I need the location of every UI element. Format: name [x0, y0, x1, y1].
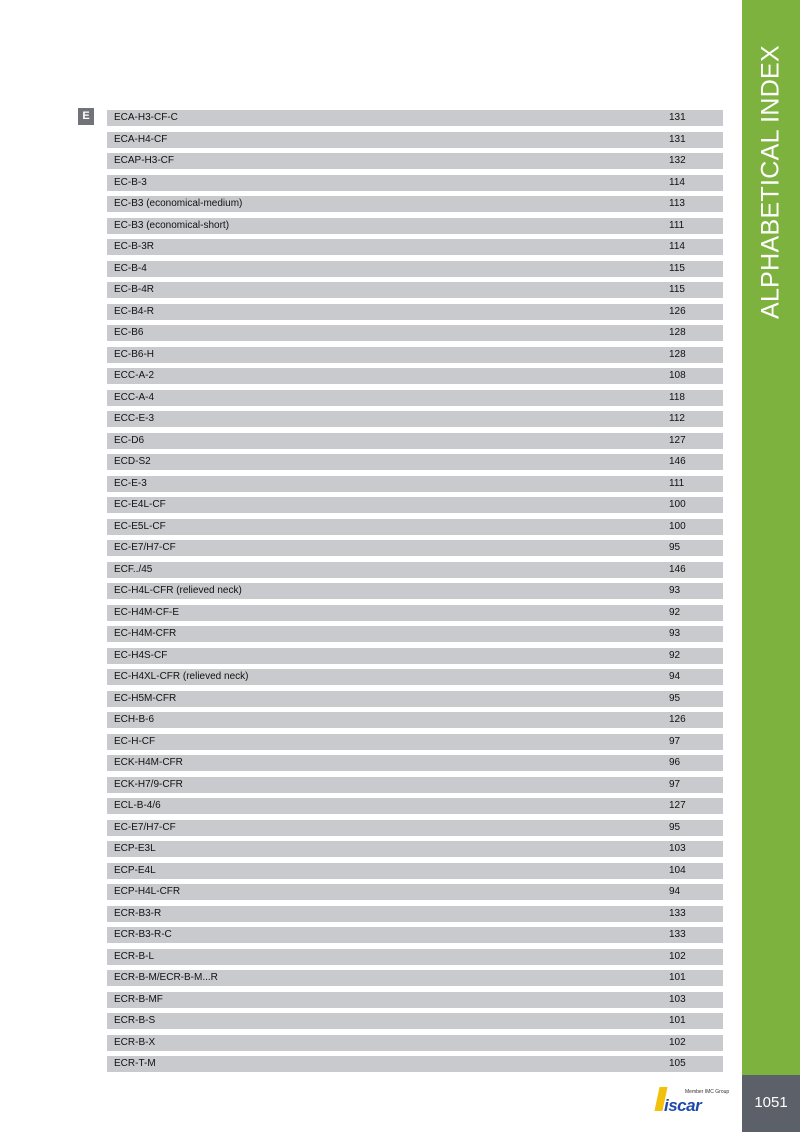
index-row	[107, 841, 723, 857]
entry-name: ECR-B-L	[114, 950, 155, 962]
entry-name: ECF../45	[114, 563, 153, 575]
entry-name: ECC-E-3	[114, 413, 155, 424]
index-row	[107, 476, 723, 492]
entry-name: ECH-B-6	[114, 714, 155, 725]
entry-page: 111	[669, 219, 685, 231]
entry-page: 105	[669, 1058, 686, 1069]
index-row	[107, 347, 723, 363]
entry-page: 127	[669, 800, 686, 811]
index-row	[107, 562, 723, 578]
entry-name: ECR-B3-R-C	[114, 929, 172, 940]
entry-name: EC-B-3	[114, 176, 147, 188]
entry-page: 115	[669, 262, 685, 274]
entry-name: ECA-H4-CF	[114, 133, 168, 145]
index-row	[107, 411, 723, 427]
entry-name: ECL-B-4/6	[114, 800, 161, 811]
index-row	[107, 906, 723, 922]
entry-name: ECP-E4L	[114, 864, 156, 876]
entry-page: 102	[669, 1036, 686, 1048]
entry-page: 93	[669, 628, 681, 639]
entry-name: ECR-B-S	[114, 1015, 156, 1026]
entry-name: EC-H4XL-CFR (relieved neck)	[114, 671, 249, 682]
index-row	[107, 175, 723, 191]
entry-name: EC-D6	[114, 434, 145, 446]
entry-page: 128	[669, 327, 686, 338]
entry-page: 133	[669, 929, 686, 940]
index-row	[107, 540, 723, 556]
entry-page: 101	[669, 972, 686, 983]
index-row	[107, 261, 723, 277]
entry-page: 95	[669, 542, 681, 553]
entry-name: ECK-H7/9-CFR	[114, 778, 183, 790]
index-row	[107, 820, 723, 836]
entry-page: 95	[669, 821, 681, 833]
entry-name: EC-H4M-CF-E	[114, 606, 179, 618]
index-row	[107, 519, 723, 535]
index-row	[107, 863, 723, 879]
index-row	[107, 798, 723, 814]
index-row	[107, 153, 723, 169]
index-row	[107, 605, 723, 621]
entry-page: 100	[669, 520, 686, 532]
entry-name: EC-B-4R	[114, 284, 155, 295]
index-row	[107, 282, 723, 298]
entry-page: 126	[669, 305, 686, 317]
index-row	[107, 691, 723, 707]
index-row	[107, 583, 723, 599]
entry-page: 133	[669, 907, 686, 919]
index-row	[107, 110, 723, 126]
entry-name: ECP-H4L-CFR	[114, 886, 181, 897]
index-row	[107, 970, 723, 986]
index-row	[107, 648, 723, 664]
entry-name: EC-B6-H	[114, 348, 155, 360]
index-row	[107, 239, 723, 255]
entry-page: 94	[669, 671, 681, 682]
entry-page: 100	[669, 499, 686, 510]
entry-page: 103	[669, 843, 686, 854]
entry-page: 97	[669, 735, 681, 747]
page-number: 1051	[754, 1094, 788, 1111]
entry-page: 127	[669, 434, 686, 446]
index-row	[107, 992, 723, 1008]
entry-page: 93	[669, 585, 681, 596]
entry-name: ECP-E3L	[114, 843, 156, 854]
entry-name: EC-B3 (economical-medium)	[114, 198, 243, 209]
entry-name: EC-B-3R	[114, 241, 155, 252]
index-row	[107, 132, 723, 148]
index-row	[107, 390, 723, 406]
entry-page: 104	[669, 864, 686, 876]
index-row	[107, 884, 723, 900]
entry-page: 146	[669, 456, 686, 467]
index-row	[107, 368, 723, 384]
index-row	[107, 304, 723, 320]
index-row	[107, 1056, 723, 1072]
entry-name: ECR-T-M	[114, 1058, 156, 1069]
index-row	[107, 1013, 723, 1029]
entry-page: 96	[669, 757, 681, 768]
index-row	[107, 949, 723, 965]
entry-page: 128	[669, 348, 686, 360]
entry-name: ECR-B3-R	[114, 907, 162, 919]
entry-name: ECAP-H3-CF	[114, 155, 175, 166]
logo-tagline: Member IMC Group	[685, 1089, 730, 1095]
entry-name: ECR-B-MF	[114, 993, 163, 1005]
entry-name: EC-H4S-CF	[114, 649, 168, 661]
index-row	[107, 777, 723, 793]
entry-name: EC-E7/H7-CF	[114, 821, 176, 833]
company-logo: iscar	[664, 1096, 702, 1115]
index-row	[107, 433, 723, 449]
index-row	[107, 454, 723, 470]
index-row	[107, 734, 723, 750]
entry-page: 114	[669, 176, 685, 188]
entry-page: 113	[669, 198, 685, 209]
entry-name: EC-H-CF	[114, 735, 156, 747]
index-row	[107, 1035, 723, 1051]
index-row	[107, 755, 723, 771]
entry-page: 95	[669, 692, 681, 704]
entry-page: 118	[669, 391, 685, 403]
index-row	[107, 497, 723, 513]
index-row	[107, 325, 723, 341]
index-row	[107, 712, 723, 728]
entry-page: 94	[669, 886, 681, 897]
entry-name: EC-B-4	[114, 262, 147, 274]
section-letter-badge: E	[78, 108, 94, 125]
entry-page: 131	[669, 133, 686, 145]
index-list	[107, 110, 723, 1078]
entry-page: 114	[669, 241, 685, 252]
entry-name: EC-B6	[114, 327, 144, 338]
index-row	[107, 626, 723, 642]
entry-page: 97	[669, 778, 681, 790]
entry-name: EC-E5L-CF	[114, 520, 166, 532]
entry-name: EC-E7/H7-CF	[114, 542, 176, 553]
sidebar-title: ALPHABETICAL INDEX	[756, 44, 785, 320]
entry-page: 108	[669, 370, 686, 381]
entry-page: 111	[669, 477, 685, 489]
entry-name: ECA-H3-CF-C	[114, 112, 178, 123]
entry-name: EC-H5M-CFR	[114, 692, 177, 704]
entry-name: EC-E-3	[114, 477, 147, 489]
entry-name: EC-B4-R	[114, 305, 155, 317]
entry-page: 92	[669, 606, 681, 618]
entry-name: ECC-A-4	[114, 391, 155, 403]
entry-name: EC-B3 (economical-short)	[114, 219, 230, 231]
entry-name: EC-H4L-CFR (relieved neck)	[114, 585, 242, 596]
index-row	[107, 927, 723, 943]
entry-page: 115	[669, 284, 685, 295]
entry-page: 131	[669, 112, 686, 123]
entry-page: 146	[669, 563, 686, 575]
index-row	[107, 196, 723, 212]
index-row	[107, 669, 723, 685]
entry-name: ECR-B-X	[114, 1036, 156, 1048]
entry-page: 112	[669, 413, 685, 424]
entry-page: 101	[669, 1015, 686, 1026]
index-row	[107, 218, 723, 234]
entry-name: ECR-B-M/ECR-B-M...R	[114, 972, 218, 983]
entry-page: 102	[669, 950, 686, 962]
entry-page: 132	[669, 155, 686, 166]
entry-name: ECK-H4M-CFR	[114, 757, 183, 768]
entry-page: 92	[669, 649, 681, 661]
entry-name: ECC-A-2	[114, 370, 155, 381]
entry-page: 126	[669, 714, 686, 725]
entry-name: EC-E4L-CF	[114, 499, 166, 510]
entry-name: EC-H4M-CFR	[114, 628, 177, 639]
entry-name: ECD-S2	[114, 456, 151, 467]
entry-page: 103	[669, 993, 686, 1005]
